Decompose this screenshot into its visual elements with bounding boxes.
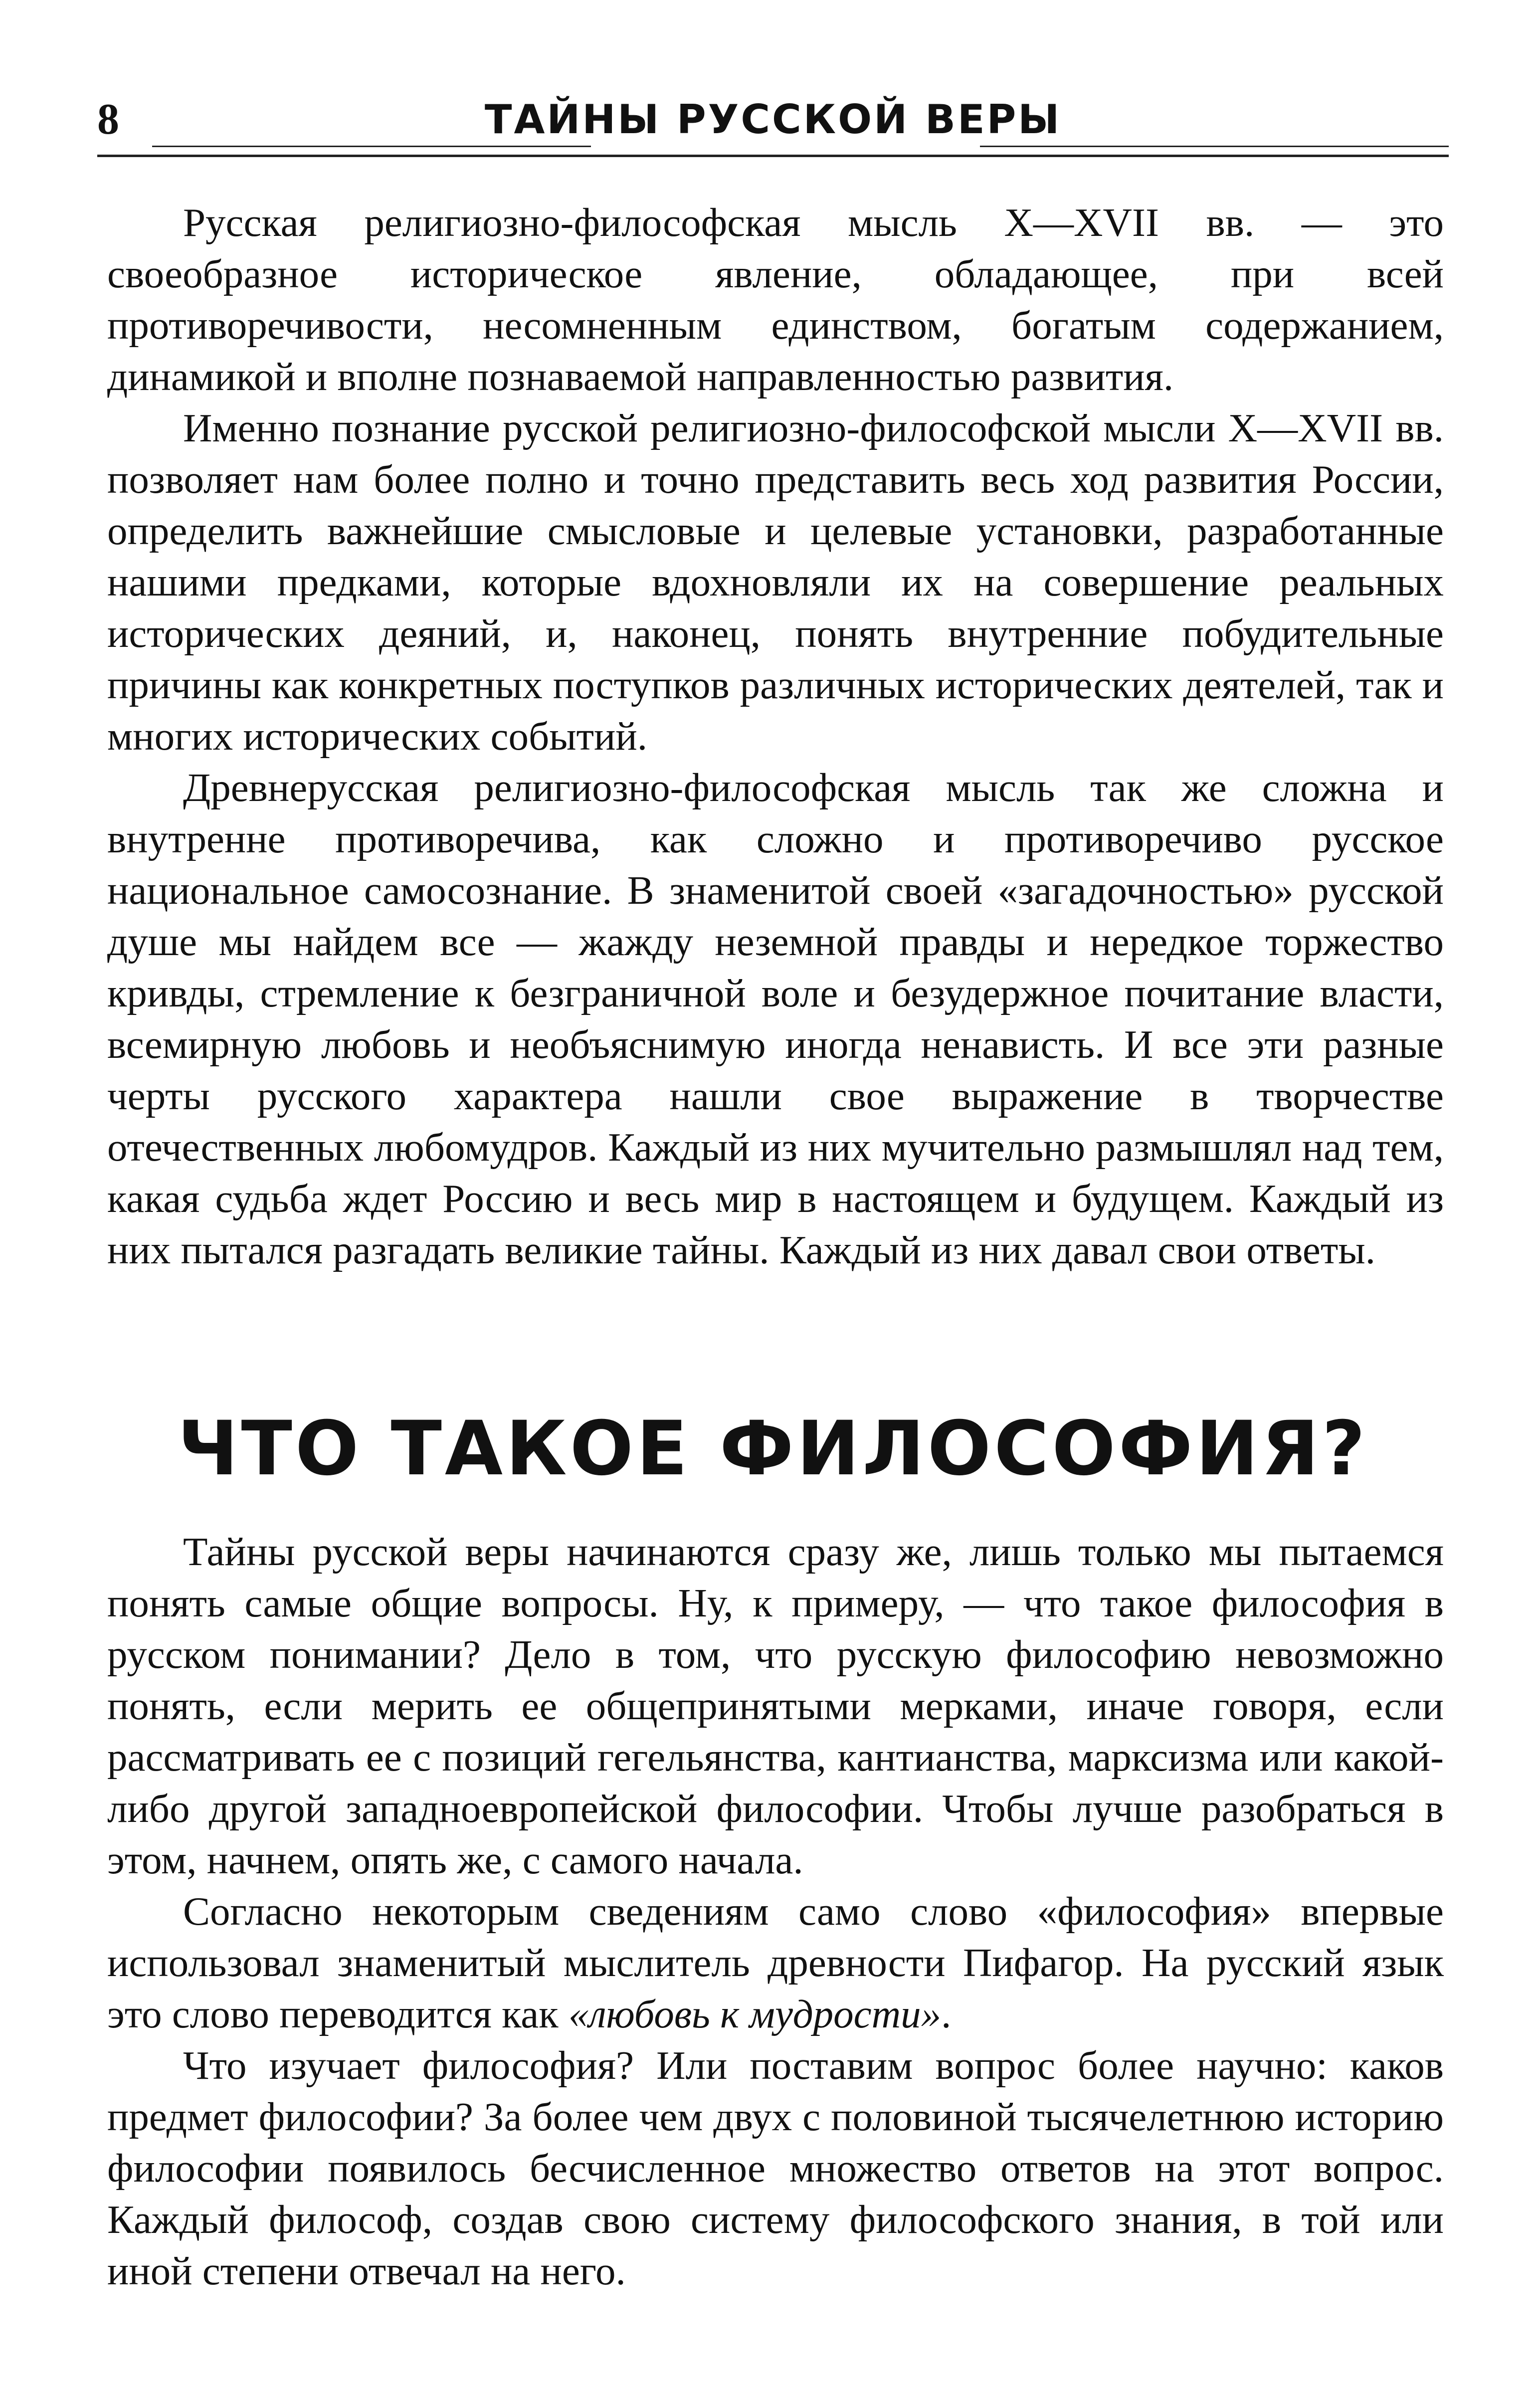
header-rule-right [980, 146, 1449, 147]
paragraph: Что изучает философия? Или поставим вопрос более научно: каков предмет философии? За более чем двух с половиной тысячелетнюю историю философии появилось бесчисленное множество ответов на этот вопрос. Каждый философ, создав свою систему философского знания, в той или иной степени отвечал на него. [107, 2043, 1444, 2293]
paragraph-text: Согласно некоторым сведениям само слово «философия» впервые использовал знаменитый мыслитель древности Пифагор. На русский язык это слово переводится как [107, 1889, 1444, 2036]
section-heading: ЧТО ТАКОЕ ФИЛОСОФИЯ? [178, 1405, 1368, 1492]
running-title: ТАЙНЫ РУССКОЙ ВЕРЫ [484, 96, 1062, 143]
page-number: 8 [97, 95, 119, 144]
body-text-intro [107, 197, 1444, 1276]
paragraph: Тайны русской веры начинаются сразу же, лишь только мы пытаемся понять самые общие вопросы. Ну, к примеру, — что такое философия в русском понимании? Дело в том, что русскую философию невозможно понять, если мерить ее общепринятыми мерками, иначе говоря, если рассматривать ее с позиций гегельянства, кантианства, марксизма или какой-либо другой западноевропейской философии. Чтобы лучше разобраться в этом, начнем, опять же, с самого начала. [107, 1529, 1444, 1882]
running-header [97, 90, 1449, 150]
paragraph-end: . [941, 1992, 952, 2036]
italic-quote: «любовь к мудрости» [568, 1992, 942, 2036]
paragraph: Древнерусская религиозно-философская мысль так же сложна и внутренне противоречива, как сложно и противоречиво русское национальное самосознание. В знаменитой своей «загадочностью» русской душе мы найдем все — жажду неземной правды и нередкое торжество кривды, стремление к безграничной воле и безудержное почитание власти, всемирную любовь и необъяснимую иногда ненависть. И все эти разные черты русского характера нашли свое выражение в творчестве отечественных любомудров. Каждый из них мучительно размышлял над тем, какая судьба ждет Россию и весь мир в настоящем и будущем. Каждый из них пытался разгадать великие тайны. Каждый из них давал свои ответы. [107, 765, 1444, 1272]
body-text-philosophy [107, 1526, 1444, 2297]
paragraph: Русская религиозно-философская мысль X—XVII вв. — это своеобразное историческое явление, обладающее, при всей противоречивости, несомненным единством, богатым содержанием, динамикой и вполне познаваемой направленностью развития. [107, 200, 1444, 399]
header-divider [97, 155, 1449, 157]
paragraph [107, 1886, 1444, 2040]
paragraph: Именно познание русской религиозно-философской мысли X—XVII вв. позволяет нам более полно и точно представить весь ход развития России, определить важнейшие смысловые и целевые установки, разработанные нашими предками, которые вдохновляли их на совершение реальных исторических деяний, и, наконец, понять внутренние побудительные причины как конкретных поступков различных исторических деятелей, так и многих исторических событий. [107, 405, 1444, 759]
